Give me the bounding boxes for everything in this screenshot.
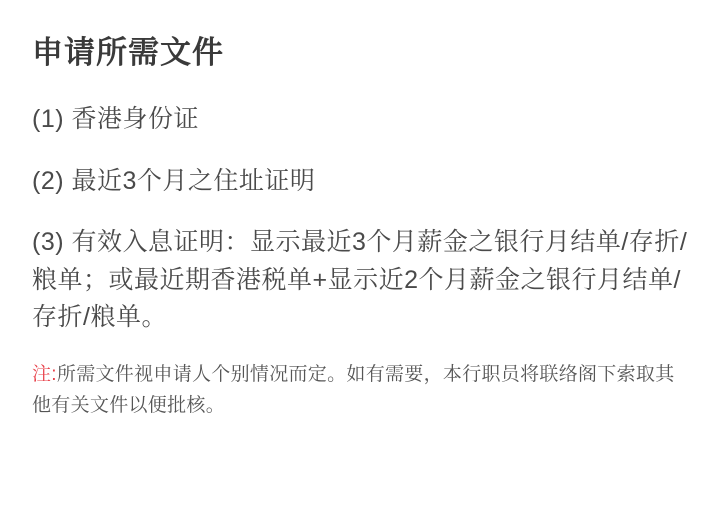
requirement-item-3: (3) 有效入息证明：显示最近3个月薪金之银行月结单/存折/粮单；或最近期香港税单+显示近2个月薪金之银行月结单/存折/粮单。 (32, 228, 688, 332)
requirement-item-1: (1) 香港身份证 (32, 105, 200, 134)
page-title: 申请所需文件 (32, 35, 224, 70)
footnote-marker: 注: (32, 363, 57, 385)
footnote-text: 所需文件视申请人个别情况而定。如有需要，本行职员将联络阁下索取其他有关文件以便批核。 (32, 363, 675, 417)
requirement-item-2: (2) 最近3个月之住址证明 (32, 166, 316, 195)
footnote (32, 359, 688, 422)
